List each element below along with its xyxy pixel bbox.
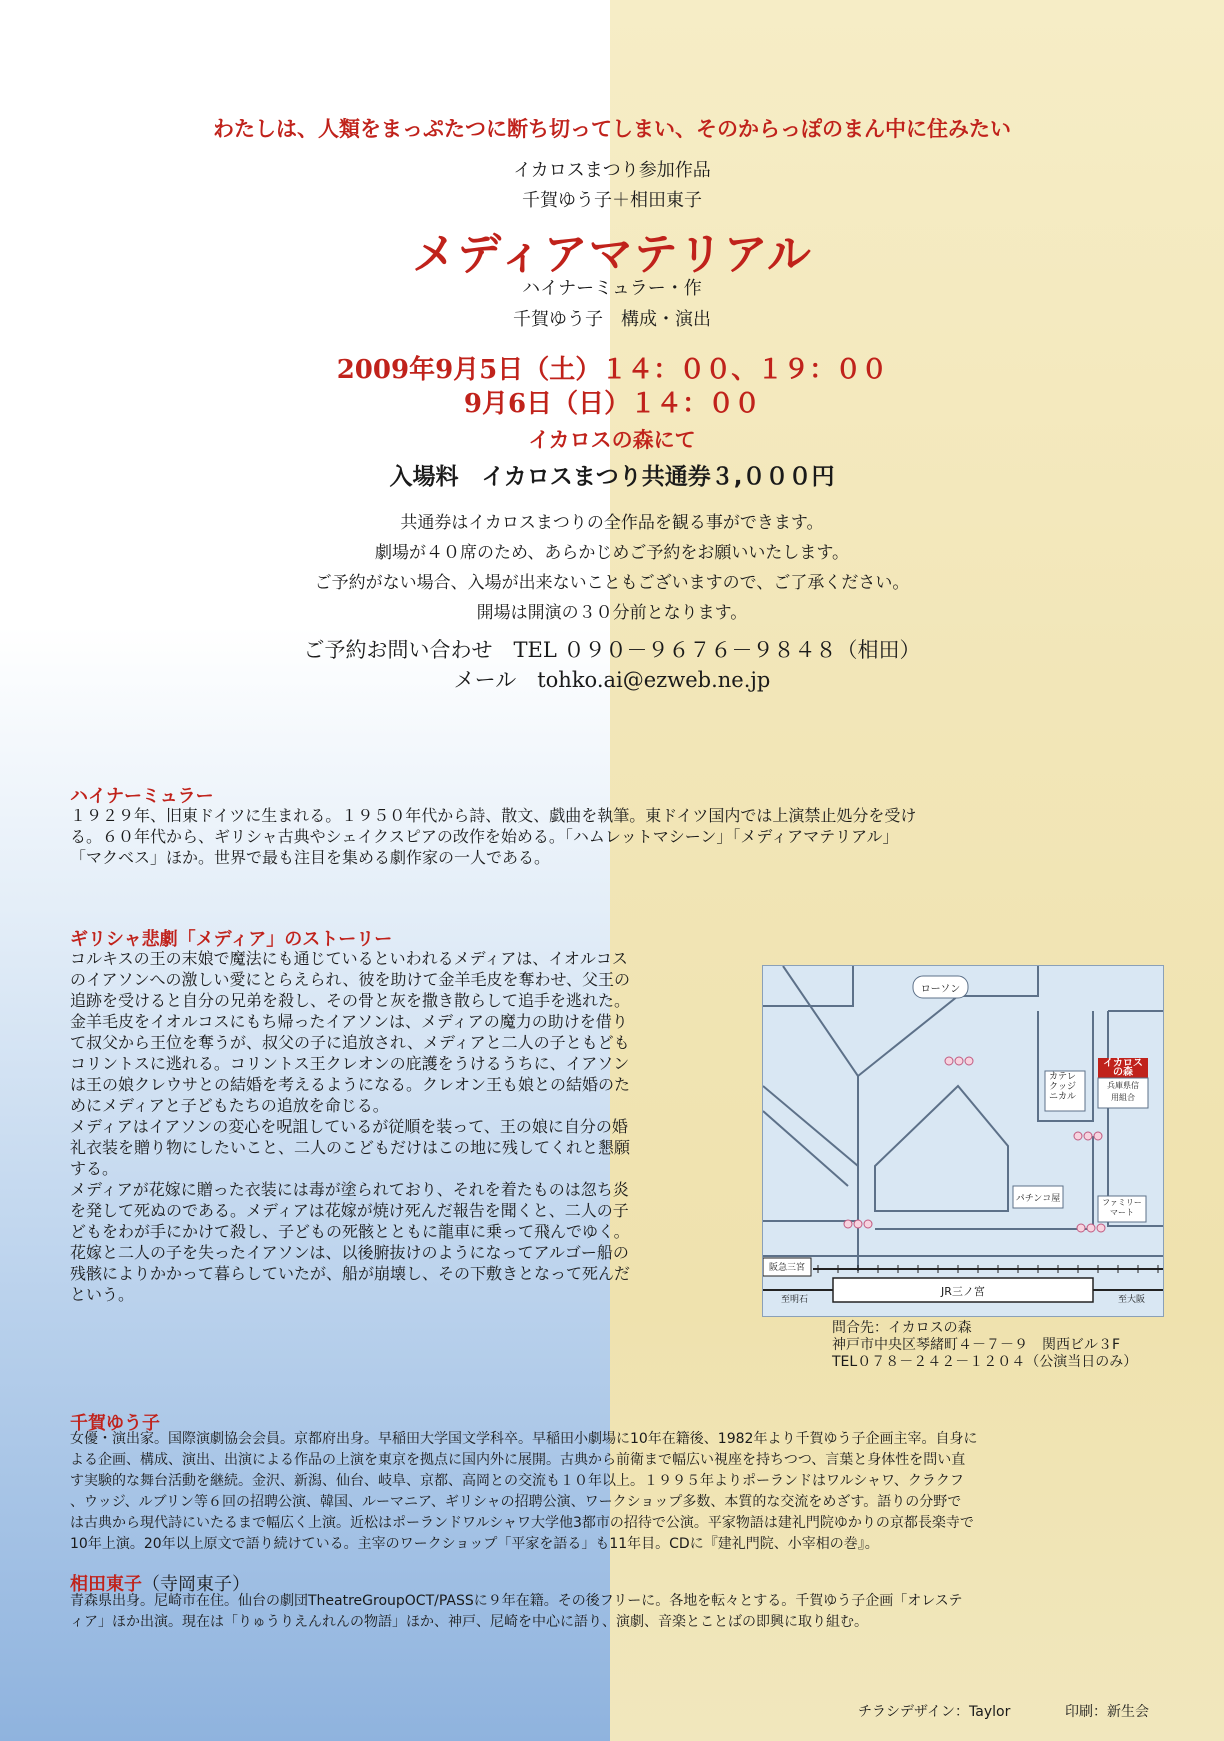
map-label-jr: JR三ノ宮 bbox=[941, 1285, 985, 1298]
map-label-hankyu: 阪急三宮 bbox=[768, 1263, 805, 1273]
text-line: は王の娘クレウサとの結婚を考えるようになる。クレオン王も娘との結婚のた bbox=[70, 1075, 631, 1094]
text-line: どもをわが手にかけて殺し、子どもの死骸とともに龍車に乗って飛んでゆく。 bbox=[70, 1222, 630, 1241]
text-line: る。６０年代から、ギリシャ古典やシェイクスピアの改作を始める。「ハムレットマシーン」「メディアマテリアル」 bbox=[70, 827, 899, 846]
map-label-icarus bbox=[1098, 1059, 1148, 1077]
note-line: 共通券はイカロスまつりの全作品を観る事ができます。 bbox=[400, 513, 824, 533]
text-line: する。 bbox=[70, 1159, 119, 1178]
print-credit: 印刷：新生会 bbox=[1065, 1704, 1149, 1720]
text-line: メディアはイアソンの変心を呪詛しているが従順を装って、王の娘に自分の婚 bbox=[70, 1117, 628, 1136]
author: ハイナーミュラー・作 bbox=[522, 278, 702, 299]
date-line-2: 9月6日（日）１４：００ bbox=[463, 389, 761, 419]
senga-bio bbox=[70, 1429, 977, 1555]
map-tel-line: TEL０７８－２４２－１２０４（公演当日のみ） bbox=[832, 1354, 1138, 1370]
text-line: て叔父から王位を奪うが、叔父の子に追放され、メディアと二人の子ともども bbox=[70, 1033, 630, 1052]
note-line: 開場は開演の３０分前となります。 bbox=[476, 603, 748, 623]
admission-fee: 入場料 イカロスまつり共通券３,０００円 bbox=[389, 464, 835, 490]
contact-tel: ご予約お問い合わせ TEL ０９０－９６７６－９８４８（相田） bbox=[303, 638, 921, 662]
tagline: わたしは、人類をまっぷたつに断ち切ってしまい、そのからっぽのまん中に住みたい bbox=[213, 117, 1011, 141]
text-line: 10年上演。20年以上原文で語り続けている。主宰のワークショップ「平家を語る」も11年目。CDに『建礼門院、小宰相の巻』。 bbox=[70, 1536, 879, 1552]
venue-map bbox=[762, 965, 1164, 1317]
text-line: は古典から現代詩にいたるまで幅広く上演。近松はポーランドワルシャワ大学他3都市の招待で公演。平家物語は建礼門院ゆかりの京都長楽寺で bbox=[70, 1515, 974, 1531]
text-line: 礼衣装を贈り物にしたいこと、二人のこどもだけはこの地に残してくれと懇願 bbox=[70, 1138, 631, 1157]
story-heading: ギリシャ悲劇「メディア」のストーリー bbox=[70, 929, 393, 950]
text-line: 女優・演出家。国際演劇協会会員。京都府出身。早稲田大学国文学科卒。早稲田小劇場に10年在籍後、1982年より千賀ゆう子企画主宰。自身に bbox=[70, 1431, 978, 1447]
text-line: 花嫁と二人の子を失ったイアソンは、以後腑抜けのようになってアルゴー船の bbox=[70, 1243, 629, 1262]
map-label-to-osaka: 至大阪 bbox=[1118, 1295, 1146, 1305]
map-label-icarus-line: イカロス bbox=[1103, 1058, 1143, 1069]
director: 千賀ゆう子 構成・演出 bbox=[513, 309, 711, 330]
venue: イカロスの森にて bbox=[528, 428, 696, 452]
text-line: 追跡を受けると自分の兄弟を殺し、その骨と灰を撒き散らして追手を逃れた。 bbox=[70, 991, 631, 1010]
page-title: メディアマテリアル bbox=[412, 229, 812, 280]
text-line: めにメディアと子どもたちの追放を命じる。 bbox=[70, 1096, 389, 1115]
map-label-union bbox=[1098, 1080, 1148, 1104]
note-line: 劇場が４０席のため、あらかじめご予約をお願いいたします。 bbox=[375, 543, 849, 563]
map-label-to-akashi: 至明石 bbox=[781, 1295, 809, 1305]
text-line: 残骸によりかかって暮らしていたが、船が崩壊し、その下敷きとなって死んだ bbox=[70, 1264, 631, 1283]
date-line-1: 2009年9月5日（土）１４：００、１９：００ bbox=[336, 355, 888, 385]
text-line: コリントスに逃れる。コリントス王クレオンの庇護をうけるうちに、イアソン bbox=[70, 1054, 630, 1073]
text-line: 金羊毛皮をイオルコスにもち帰ったイアソンは、メディアの魔力の助けを借り bbox=[70, 1012, 628, 1031]
text-line: ィア」ほか出演。現在は「りゅうりえんれんの物語」ほか、神戸、尼崎を中心に語り、演劇、音楽とことばの即興に取り組む。 bbox=[70, 1614, 868, 1630]
map-label-familymart bbox=[1098, 1198, 1146, 1218]
map-label-family-line: ファミリー bbox=[1102, 1198, 1142, 1207]
text-line: メディアが花嫁に贈った衣装には毒が塗られており、それを着たものは忽ち炎 bbox=[70, 1180, 629, 1199]
aida-bio bbox=[70, 1591, 963, 1633]
flyer-design-credit: チラシデザイン：Taylor bbox=[858, 1704, 1011, 1720]
text-line: 、ウッジ、ルブリン等６回の招聘公演、韓国、ルーマニア、ギリシャの招聘公演、ワークショップ多数、本質的な交流をめざす。語りの分野で bbox=[70, 1494, 962, 1510]
map-label-college: カテレクッジニカル bbox=[1049, 1072, 1077, 1102]
map-label-lawson: ローソン bbox=[920, 984, 961, 995]
text-line: という。 bbox=[70, 1285, 135, 1304]
performers: 千賀ゆう子＋相田東子 bbox=[522, 190, 702, 211]
text-line: １９２９年、旧東ドイツに生まれる。１９５０年代から詩、散文、戯曲を執筆。東ドイツ国内では上演禁止処分を受け bbox=[70, 806, 917, 825]
text-line: よる企画、構成、演出、出演による作品の上演を東京を拠点に国内外に展開。古典から前衛まで幅広い視座を持ちつつ、言葉と身体性を問い直 bbox=[70, 1452, 966, 1468]
festival-label: イカロスまつり参加作品 bbox=[513, 160, 711, 181]
map-label-pachinko: パチンコ屋 bbox=[1015, 1194, 1061, 1204]
map-label-family-line: マート bbox=[1110, 1208, 1134, 1217]
map-label-icarus-line: の森 bbox=[1113, 1067, 1133, 1078]
muller-heading: ハイナーミュラー bbox=[70, 786, 214, 807]
text-line: す実験的な舞台活動を継続。金沢、新潟、仙台、岐阜、京都、高岡との交流も１０年以上。１９９５年よりポーランドはワルシャワ、クラクフ bbox=[70, 1473, 964, 1489]
map-address-line: 神戸市中央区琴緒町４－７－９ 関西ビル３F bbox=[832, 1337, 1121, 1353]
map-contact-line: 問合先：イカロスの森 bbox=[832, 1320, 972, 1336]
map-label-union-line: 兵庫県信 bbox=[1107, 1081, 1139, 1090]
text-line: のイアソンへの激しい愛にとらえられ、彼を助けて金羊毛皮を奪わせ、父王の bbox=[70, 970, 631, 989]
text-line: 「マクベス」ほか。世界で最も注目を集める劇作家の一人である。 bbox=[70, 848, 551, 867]
senga-heading: 千賀ゆう子 bbox=[70, 1413, 160, 1434]
muller-bio bbox=[70, 805, 916, 868]
map-label-union-line: 用組合 bbox=[1111, 1093, 1135, 1102]
contact-mail: メール tohko.ai@ezweb.ne.jp bbox=[453, 668, 771, 692]
aida-alt-name: （寺岡東子） bbox=[142, 1574, 250, 1595]
note-line: ご予約がない場合、入場が出来ないこともございますので、ご了承ください。 bbox=[314, 573, 910, 593]
text-line: を発して死ぬのである。メディアは花嫁が焼け死んだ報告を聞くと、二人の子 bbox=[70, 1201, 629, 1220]
text-line: コルキスの王の末娘で魔法にも通じているといわれるメディアは、イオルコス bbox=[70, 949, 628, 968]
aida-name: 相田東子 bbox=[70, 1574, 142, 1595]
story-body bbox=[70, 948, 630, 1305]
text-line: 青森県出身。尼崎市在住。仙台の劇団TheatreGroupOCT/PASSに９年在籍。その後フリーに。各地を転々とする。千賀ゆう子企画「オレステ bbox=[70, 1593, 963, 1609]
